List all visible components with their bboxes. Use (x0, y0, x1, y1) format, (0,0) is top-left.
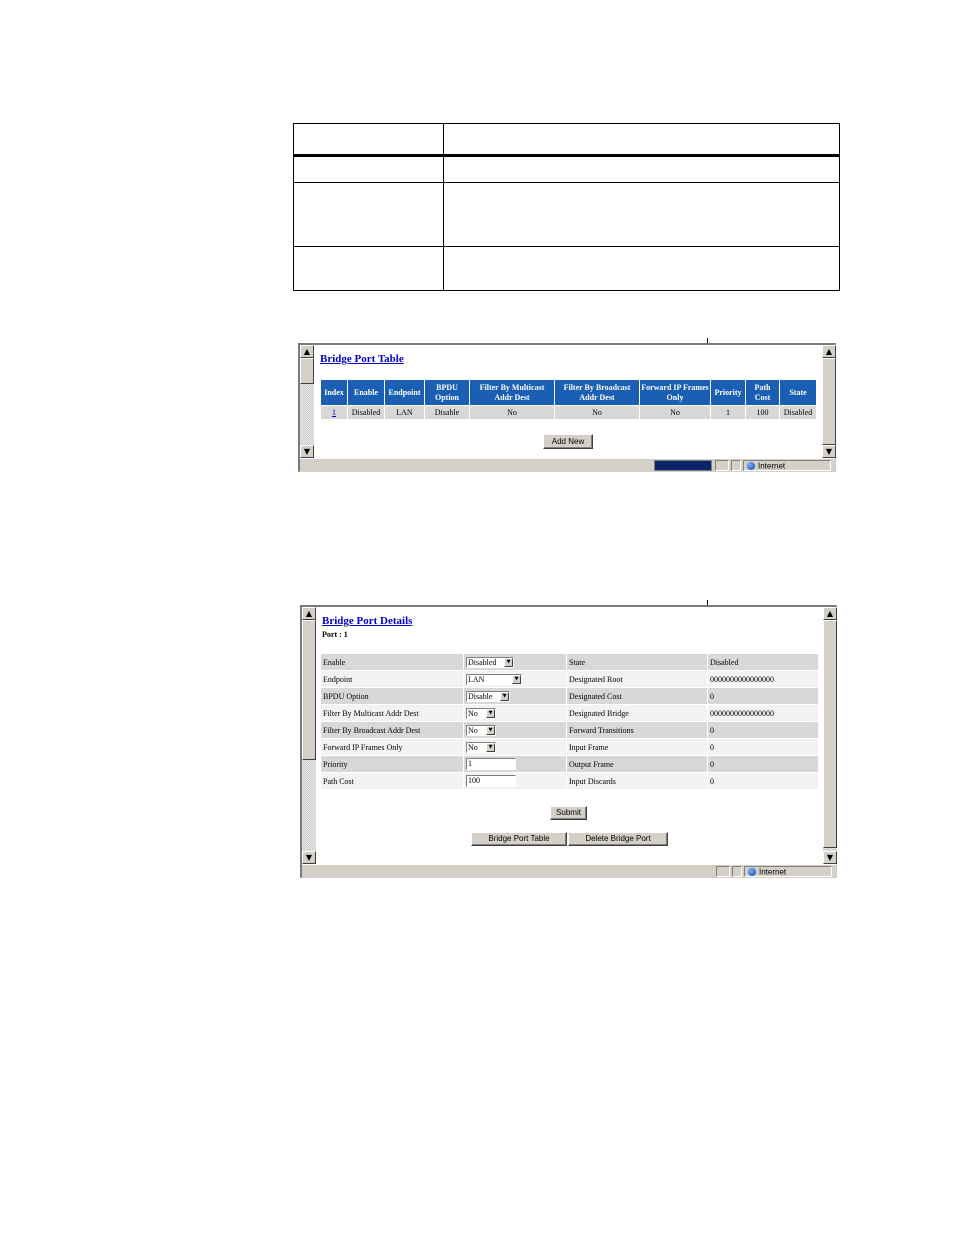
document-table-cell (294, 183, 444, 247)
column-header: BPDU Option (425, 380, 469, 405)
port-label: Port : 1 (322, 630, 348, 639)
column-header: Path Cost (746, 380, 779, 405)
field-label: Designated Bridge (567, 705, 707, 721)
field-label: Designated Cost (567, 688, 707, 704)
chevron-down-icon[interactable]: ▼ (486, 709, 495, 718)
select-value: No (468, 725, 478, 735)
zone-indicator (744, 866, 832, 877)
submit-button[interactable]: Submit (550, 806, 587, 820)
zone-label: Internet (759, 867, 787, 877)
field-label: State (567, 654, 707, 670)
status-cell (732, 866, 742, 877)
document-table-cell (444, 124, 840, 156)
field-label: Filter By Broadcast Addr Dest (321, 722, 463, 738)
column-header: Forward IP Frames Only (640, 380, 710, 405)
field-value: 0000000000000000 (708, 671, 818, 687)
column-header: State (780, 380, 816, 405)
document-table-row (294, 156, 840, 183)
field-value: 0 (708, 722, 818, 738)
select-value: LAN (468, 674, 485, 684)
status-cell (715, 460, 729, 471)
field-label: Designated Root (567, 671, 707, 687)
bpdu-option-select[interactable] (466, 691, 510, 702)
globe-icon (747, 462, 755, 470)
add-new-button[interactable]: Add New (543, 434, 593, 449)
document-table-cell (294, 156, 444, 183)
page-title[interactable]: Bridge Port Details (322, 615, 413, 627)
field-label: Path Cost (321, 773, 463, 789)
table-row (321, 688, 818, 704)
table-cell: No (640, 406, 710, 419)
table-row (321, 773, 818, 789)
index-link[interactable]: 1 (332, 408, 336, 417)
table-row (321, 756, 818, 772)
field-label: Enable (321, 654, 463, 670)
document-table-row (294, 183, 840, 247)
field-label: Input Discards (567, 773, 707, 789)
document-table (293, 123, 840, 291)
scroll-down-icon[interactable]: ▼ (822, 445, 836, 458)
left-scrollbar[interactable] (302, 607, 316, 864)
chevron-down-icon[interactable]: ▼ (486, 743, 495, 752)
table-row (321, 722, 818, 738)
column-header: Priority (711, 380, 745, 405)
right-scrollbar[interactable] (822, 345, 836, 458)
select-value: No (468, 742, 478, 752)
bridge-port-details-table (320, 653, 819, 790)
field-label: Forward IP Frames Only (321, 739, 463, 755)
scroll-thumb[interactable] (300, 358, 314, 384)
bpdu-option-cell (464, 688, 566, 704)
table-row (321, 671, 818, 687)
select-value: No (468, 708, 478, 718)
filter-multicast-select[interactable] (466, 708, 496, 719)
select-value: Disabled (468, 657, 497, 667)
column-header: Endpoint (385, 380, 424, 405)
table-row (321, 654, 818, 670)
field-label: Forward Transitions (567, 722, 707, 738)
field-label: Output Frame (567, 756, 707, 772)
scroll-down-icon[interactable]: ▼ (823, 851, 837, 864)
table-cell-index[interactable] (321, 406, 347, 419)
field-label: BPDU Option (321, 688, 463, 704)
column-header: Index (321, 380, 347, 405)
enable-select[interactable] (466, 657, 514, 668)
left-scrollbar[interactable] (300, 345, 314, 458)
scroll-down-icon[interactable]: ▼ (300, 445, 314, 458)
field-value: 0000000000000000 (708, 705, 818, 721)
status-bar (302, 864, 836, 878)
priority-input[interactable]: 1 (466, 758, 516, 770)
chevron-down-icon[interactable]: ▼ (486, 726, 495, 735)
document-table-cell (444, 156, 840, 183)
page-title[interactable]: Bridge Port Table (320, 353, 404, 365)
delete-bridge-port-button[interactable]: Delete Bridge Port (568, 832, 668, 846)
filter-broadcast-cell (464, 722, 566, 738)
filter-broadcast-select[interactable] (466, 725, 496, 736)
scroll-up-icon[interactable]: ▲ (822, 345, 836, 358)
document-table-cell (444, 247, 840, 291)
right-scrollbar[interactable] (823, 607, 837, 864)
scroll-up-icon[interactable]: ▲ (302, 607, 316, 620)
status-cell (716, 866, 730, 877)
priority-cell (464, 756, 566, 772)
table-cell: LAN (385, 406, 424, 419)
document-table-cell (294, 247, 444, 291)
enable-cell (464, 654, 566, 670)
field-value: 0 (708, 688, 818, 704)
scroll-down-icon[interactable]: ▼ (302, 851, 316, 864)
zone-indicator (743, 460, 831, 471)
scroll-thumb[interactable] (823, 620, 837, 848)
field-value: 0 (708, 773, 818, 789)
status-bar (300, 458, 835, 472)
table-row (321, 406, 816, 419)
scroll-thumb[interactable] (822, 358, 836, 445)
forward-ip-select[interactable] (466, 742, 496, 753)
chevron-down-icon[interactable]: ▼ (512, 675, 521, 684)
table-cell: Disabled (780, 406, 816, 419)
table-cell: 1 (711, 406, 745, 419)
select-value: Disable (468, 691, 493, 701)
field-label: Input Frame (567, 739, 707, 755)
status-cell (731, 460, 741, 471)
endpoint-cell (464, 671, 566, 687)
field-value: Disabled (708, 654, 818, 670)
table-cell: Disable (425, 406, 469, 419)
table-cell: Disabled (348, 406, 384, 419)
document-table-header (294, 124, 840, 156)
table-row (321, 739, 818, 755)
endpoint-select[interactable] (466, 674, 522, 685)
document-table-cell (294, 124, 444, 156)
table-cell: No (470, 406, 554, 419)
field-label: Endpoint (321, 671, 463, 687)
column-header: Enable (348, 380, 384, 405)
field-value: 0 (708, 756, 818, 772)
path-cost-input[interactable]: 100 (466, 775, 516, 787)
chevron-down-icon[interactable]: ▼ (500, 692, 509, 701)
field-label: Priority (321, 756, 463, 772)
path-cost-cell (464, 773, 566, 789)
table-cell: No (555, 406, 639, 419)
column-header: Filter By Broadcast Addr Dest (555, 380, 639, 405)
scroll-up-icon[interactable]: ▲ (300, 345, 314, 358)
forward-ip-cell (464, 739, 566, 755)
globe-icon (748, 868, 756, 876)
progress-bar (654, 460, 712, 471)
chevron-down-icon[interactable]: ▼ (504, 658, 513, 667)
table-header-row (321, 380, 816, 405)
table-row (321, 705, 818, 721)
scroll-up-icon[interactable]: ▲ (823, 607, 837, 620)
field-label: Filter By Multicast Addr Dest (321, 705, 463, 721)
table-cell: 100 (746, 406, 779, 419)
scroll-thumb[interactable] (302, 620, 316, 760)
filter-multicast-cell (464, 705, 566, 721)
bridge-port-table-button[interactable]: Bridge Port Table (471, 832, 567, 846)
zone-label: Internet (758, 461, 786, 471)
document-table-row (294, 247, 840, 291)
field-value: 0 (708, 739, 818, 755)
bridge-port-table (320, 379, 817, 420)
document-table-cell (444, 183, 840, 247)
column-header: Filter By Multicast Addr Dest (470, 380, 554, 405)
